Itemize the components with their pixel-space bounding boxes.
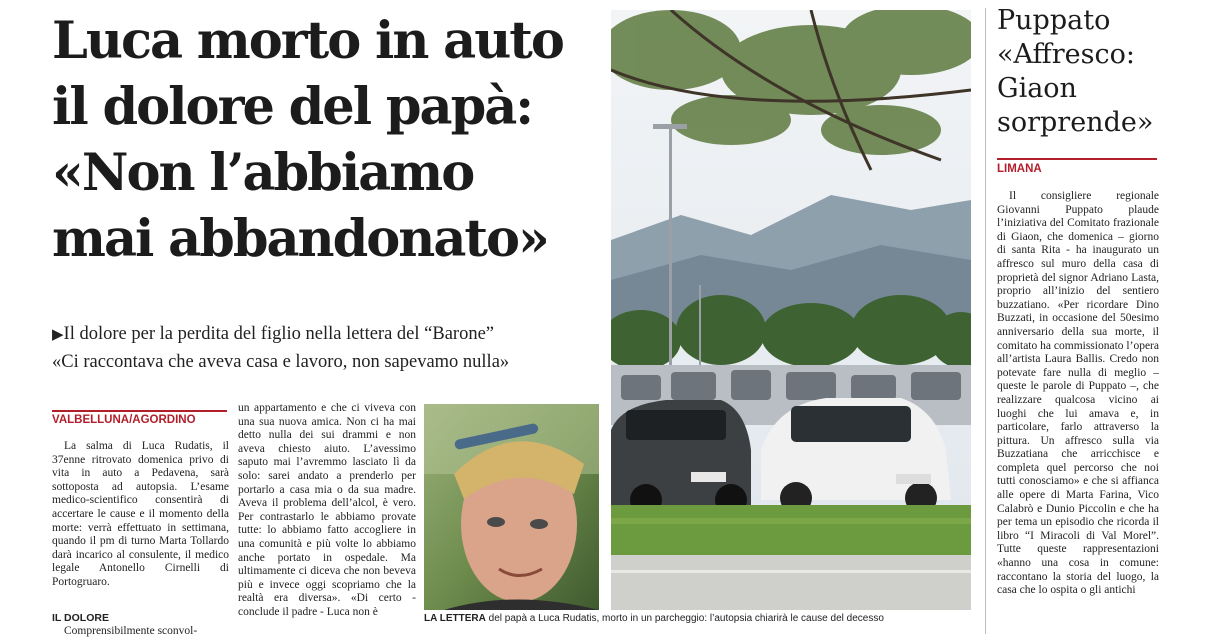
article-column-2	[238, 402, 416, 620]
article-paragraph: La salma di Luca Rudatis, il 37enne ritrovato domenica privo di vita in auto a Pedavena, sarà sottoposta ad autopsia. L’esame medico-scientifico consentirà di accertare le cause e il momento della morte: verrà effettuato in settimana, quando il pm di turno Marta Tollardo darà incarico al consulente, il medico legale Antonello Cirnelli di Portogruaro.	[52, 440, 229, 588]
caption-lead: LA LETTERA	[424, 613, 486, 624]
article-paragraph: Il consigliere regionale Giovanni Puppato plaude l’iniziativa del Comitato frazionale di Giaon, che domenica – giorno di santa Rita - ha inaugurato un affresco sul muro della casa di proprietà del signor Adriano Lasta, proprio all’inizio del sentiero buzzatiano. «Per ricordare Dino Buzzati, in occasione del 50esimo anniversario della sua morte, il comitato ha commissionato l’opera all’artista Laura Ballis. Credo non potevate fare nulla di meglio – queste le parole di Puppato –, che realizzare qualcosa vicino ai luoghi che lui amava e, in particolare, farlo attraverso la pittura. Un affresco sulla via Buzzatiana che arricchisce e completa quel percorso che noi tutti conosciamo» e che si affianca alle opere di Marta Farina, Vico Calabrò e Dunio Piccolin e che ha per tema un episodio che ricorda il libro “I Miracoli di Val Morel”. Tutte queste rappresentazioni «hanno una cosa in comune: raccontano la storia del luogo, la casa che lo ospita o gli antichi	[997, 190, 1159, 597]
triangle-bullet-icon: ▶	[52, 327, 64, 343]
caption-text: del papà a Luca Rudatis, morto in un parcheggio: l’autopsia chiarirà le cause del decesso	[485, 613, 884, 624]
right-headline-line: sorprende»	[997, 107, 1154, 138]
photo-caption	[424, 613, 980, 624]
headline-line: il dolore del papà:	[52, 77, 533, 137]
parking-lot-photo-image	[611, 10, 971, 610]
right-section-kicker: LIMANA	[997, 158, 1157, 175]
portrait-photo-image	[424, 404, 599, 610]
right-headline-line: «Affresco:	[997, 39, 1135, 70]
right-headline	[997, 4, 1172, 140]
headline-line: «Non l’abbiamo	[52, 143, 474, 203]
right-article-column	[997, 190, 1159, 598]
portrait-photo	[424, 404, 599, 610]
article-paragraph: un appartamento e che ci viveva con una sua nuova amica. Non ci ha mai detto nulla dei sui drammi e non aveva chiesto aiuto. L’avessimo saputo mai l’avremmo lasciato lì da solo: sarei andato a prenderlo per portarlo a casa mia o da sua madre. Aveva il problema dell’alcol, è vero. Per contrastarlo le abbiamo provate tutte: lo abbiamo fatto accogliere in una comunità e più volte lo abbiamo anche portato in ospedale. Ma ultimamente ci diceva che non beveva più e invece oggi scopriamo che la realtà era diversa». «Di certo - conclude il padre - Luca non è	[238, 402, 416, 618]
section-heading: IL DOLORE	[52, 612, 109, 624]
column-divider	[985, 8, 986, 634]
headline-line: mai abbandonato»	[52, 209, 548, 269]
right-headline-line: Puppato	[997, 5, 1111, 36]
subhead-line-1: Il dolore per la perdita del figlio nella lettera del “Barone”	[63, 324, 494, 344]
headline-line: Luca morto in auto	[52, 11, 563, 71]
article-paragraph: Comprensibilmente sconvol-	[64, 625, 198, 637]
subhead-line-2: «Ci raccontava che aveva casa e lavoro, non sapevamo nulla»	[52, 352, 510, 372]
subheadline	[52, 321, 612, 376]
article-column-1	[52, 440, 229, 590]
article-column-1-tail	[52, 625, 229, 639]
right-headline-line: Giaon	[997, 73, 1077, 104]
main-headline	[52, 8, 597, 272]
parking-lot-photo	[611, 10, 971, 610]
section-kicker: VALBELLUNA/AGORDINO	[52, 410, 227, 426]
